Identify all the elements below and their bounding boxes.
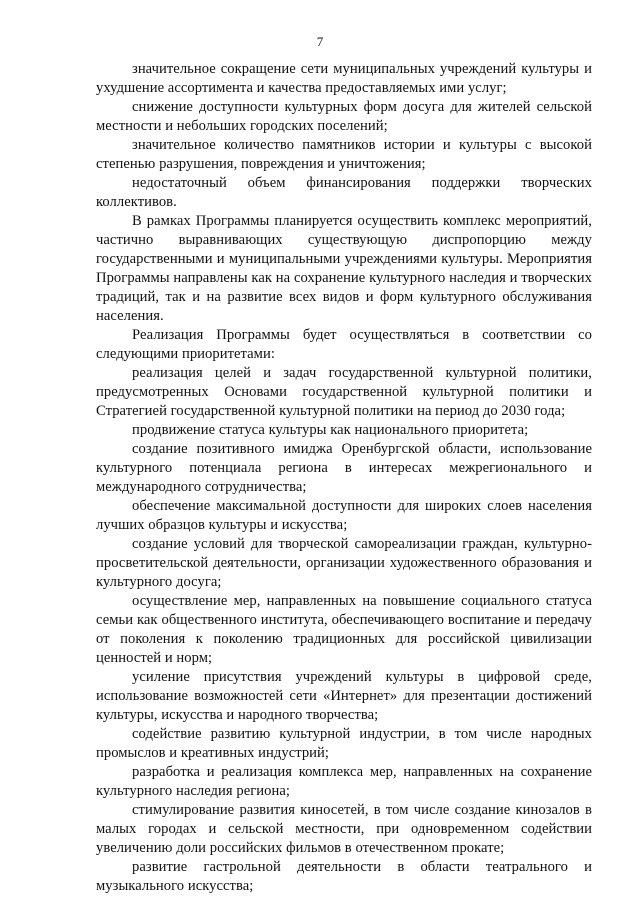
paragraph: снижение доступности культурных форм досуга для жителей сельской местности и небольших городских поселений; <box>96 99 592 134</box>
priority-list-item: усиление присутствия учреждений культуры в цифровой среде, использование возможностей сети «Интернет» для презентации достижений культуры, искусства и народного творчества; <box>96 669 592 723</box>
priority-list-item: реализация целей и задач государственной культурной политики, предусмотренных Основами государственной культурной политики и Стратегией государственной культурной политики на период до 2030 года; <box>96 365 592 419</box>
priority-list-item: разработка и реализация комплекса мер, направленных на сохранение культурного наследия региона; <box>96 764 592 799</box>
paragraph: Реализация Программы будет осуществляться в соответствии со следующими приоритетами: <box>96 327 592 362</box>
priority-list-item: создание условий для творческой самореализации граждан, культурно-просветительской деятельности, организации художественного образования и культурного досуга; <box>96 536 592 590</box>
priority-list-item: создание позитивного имиджа Оренбургской области, использование культурного потенциала региона в интересах межрегионального и международного сотрудничества; <box>96 441 592 495</box>
document-body <box>96 60 592 896</box>
paragraph: значительное количество памятников истории и культуры с высокой степенью разрушения, повреждения и уничтожения; <box>96 137 592 172</box>
paragraph: В рамках Программы планируется осуществить комплекс мероприятий, частично выравнивающих существующую диспропорцию между государственными и муниципальными учреждениями культуры. Мероприятия Программы направлены как на сохранение культурного наследия и творческих традиций, так и на развитие всех видов и форм культурного обслуживания населения. <box>96 213 592 324</box>
priority-list-item: стимулирование развития киносетей, в том числе создание кинозалов в малых городах и сельской местности, при одновременном содействии увеличению доли российских фильмов в отечественном прокате; <box>96 802 592 856</box>
priority-list-item: содействие развитию культурной индустрии, в том числе народных промыслов и креативных индустрий; <box>96 726 592 761</box>
paragraph: значительное сокращение сети муниципальных учреждений культуры и ухудшение ассортимента и качества предоставляемых ими услуг; <box>96 61 592 96</box>
paragraph: недостаточный объем финансирования поддержки творческих коллективов. <box>96 175 592 210</box>
page-number: 7 <box>316 34 324 49</box>
priority-list-item: продвижение статуса культуры как национального приоритета; <box>132 422 529 438</box>
priority-list-item: обеспечение максимальной доступности для широких слоев населения лучших образцов культуры и искусства; <box>96 498 592 533</box>
priority-list-item: развитие гастрольной деятельности в области театрального и музыкального искусства; <box>96 859 592 894</box>
priority-list-item: осуществление мер, направленных на повышение социального статуса семьи как общественного института, обеспечивающего воспитание и передачу от поколения к поколению традиционных для российской цивилизации ценностей и норм; <box>96 593 592 666</box>
